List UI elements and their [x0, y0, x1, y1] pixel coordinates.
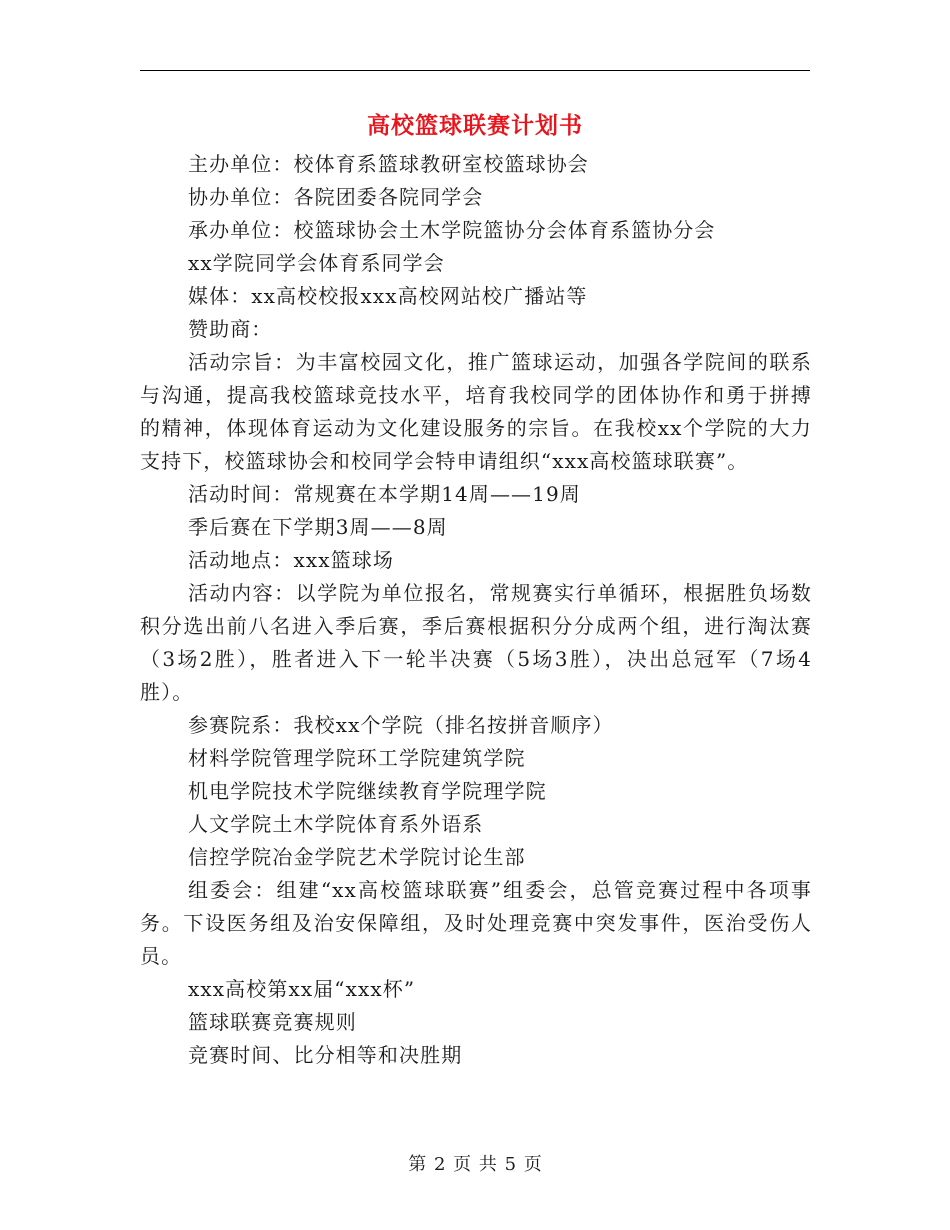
paragraph-cup-name: xxx高校第xx届“xxx杯”: [188, 977, 416, 1001]
paragraph-organizer: 主办单位：校体育系篮球教研室校篮球协会: [188, 152, 589, 176]
paragraph-sponsor: 赞助商：: [188, 317, 273, 341]
paragraph-content: 活动内容：以学院为单位报名，常规赛实行单循环，根据胜负场数积分选出前八名进入季后赛，季后赛根据积分分成两个组，进行淘汰赛（3场2胜），胜者进入下一轮半决赛（5场3胜），决出总冠军（7场4胜）。: [140, 581, 812, 704]
page-number: 第 2 页 共 5 页: [408, 1154, 542, 1175]
paragraph-co-organizer: 协办单位：各院团委各院同学会: [188, 185, 484, 209]
paragraph-committee: 组委会：组建“xx高校篮球联赛”组委会，总管竞赛过程中各项事务。下设医务组及治安保障组，及时处理竞赛中突发事件，医治受伤人员。: [140, 878, 812, 968]
paragraph-rules-heading: 篮球联赛竞赛规则: [188, 1010, 357, 1034]
paragraph-rules-time: 竞赛时间、比分相等和决胜期: [188, 1043, 463, 1067]
paragraph-college-list-1: 材料学院管理学院环工学院建筑学院: [188, 746, 526, 770]
paragraph-college-list-3: 人文学院土木学院体育系外语系: [188, 812, 484, 836]
paragraph-time: 活动时间：常规赛在本学期14周——19周: [188, 482, 581, 506]
document-body: [140, 148, 812, 1072]
paragraph-undertaker: 承办单位：校篮球协会土木学院篮协分会体育系篮协分会: [188, 218, 716, 242]
paragraph-purpose: 活动宗旨：为丰富校园文化，推广篮球运动，加强各学院间的联系与沟通，提高我校篮球竞技水平，培育我校同学的团体协作和勇于拼搏的精神，体现体育运动为文化建设服务的宗旨。在我校xx个学院的大力支持下，校篮球协会和校同学会特申请组织“xxx高校篮球联赛”。: [140, 350, 812, 473]
paragraph-college-list-2: 机电学院技术学院继续教育学院理学院: [188, 779, 547, 803]
paragraph-media: 媒体：xx高校校报xxx高校网站校广播站等: [188, 284, 588, 308]
document-title: 高校篮球联赛计划书: [367, 112, 583, 139]
paragraph-playoff-time: 季后赛在下学期3周——8周: [188, 515, 448, 539]
header-rule: [140, 70, 810, 71]
paragraph-venue: 活动地点：xxx篮球场: [188, 548, 394, 572]
paragraph-college-list-4: 信控学院冶金学院艺术学院讨论生部: [188, 845, 526, 869]
paragraph-undertaker-cont: xx学院同学会体育系同学会: [188, 251, 445, 275]
paragraph-participants: 参赛院系：我校xx个学院（排名按拼音顺序）: [188, 713, 614, 737]
